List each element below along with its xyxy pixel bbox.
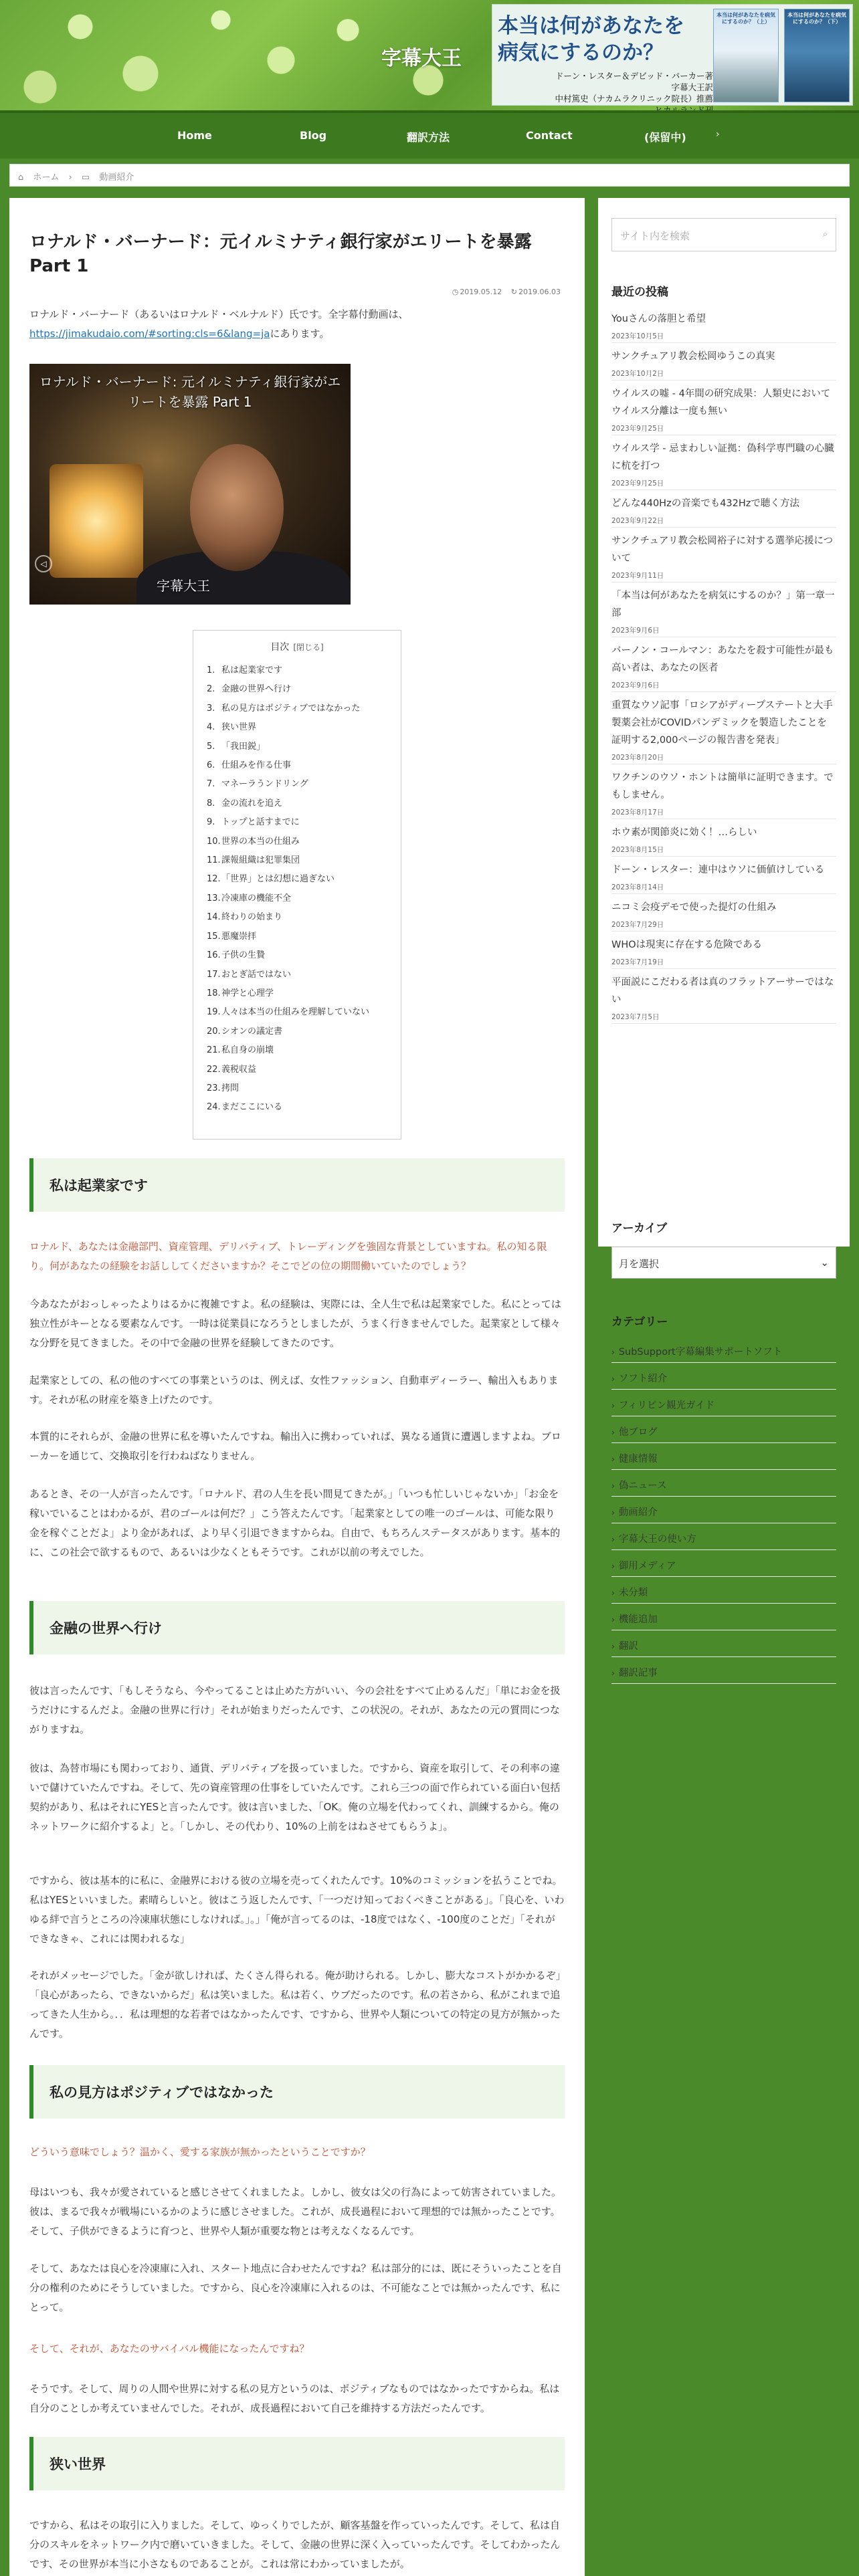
category-label: SubSupport字幕編集サポートソフト: [618, 1347, 783, 1358]
site-header: [0, 0, 859, 110]
toc-label: 冷凍庫の機能不全: [221, 893, 292, 903]
category-item[interactable]: [611, 1501, 836, 1523]
toc-number: 23.: [207, 1083, 221, 1093]
toc-item[interactable]: [207, 946, 387, 965]
video-caption: 字幕大王: [157, 578, 210, 594]
toc-label: 人々は本当の仕組みを理解していない: [221, 1007, 370, 1018]
recent-post-date: 2023年10月2日: [611, 370, 664, 378]
nav-pending[interactable]: (保留中): [644, 131, 686, 144]
recent-post-link[interactable]: サンクチュアリ教会松岡ゆうこの真実: [611, 351, 775, 362]
toc-item[interactable]: [207, 1098, 387, 1117]
toc-label: 子供の生贄: [221, 950, 266, 961]
recent-post-date: 2023年7月5日: [611, 1013, 660, 1021]
toc-label: 終わりの始まり: [221, 912, 283, 923]
toc-item[interactable]: [207, 813, 387, 832]
toc-number: 11.: [207, 855, 221, 866]
toc-item[interactable]: [207, 1041, 387, 1060]
paragraph: そうです。そして、周りの人間や世界に対する私の見方というのは、ポジティブなものではなかったですからね。私は自分のことしか考えていませんでした。それが、成長過程において自己を維持する方法だったんです。: [29, 2383, 560, 2414]
toc-list: [207, 661, 387, 1117]
section-heading: 私の見方はポジティブではなかった: [29, 2065, 565, 2119]
toc-number: 13.: [207, 893, 221, 903]
lamp-image: [50, 464, 143, 578]
recent-post-link[interactable]: ニコミ会疫デモで使った提灯の仕組み: [611, 902, 777, 913]
recent-post-item: [611, 440, 836, 490]
category-label: ソフト紹介: [618, 1374, 668, 1384]
home-icon: ⌂: [18, 173, 24, 183]
category-item[interactable]: [611, 1554, 836, 1577]
published-date: 2019.05.12: [460, 288, 502, 296]
archive-heading: アーカイブ: [611, 1222, 668, 1235]
book-cover-vol1: 本当は何があなたを病気にするのか？（上）: [713, 9, 779, 102]
recent-post-date: 2023年9月6日: [611, 681, 660, 689]
intro-paragraph: ロナルド・バーナード（あるいはロナルド・ベルナルド）氏です。全字幕付動画は、 https://jimakudaio.com/#sorting:cls=6&lang=jaにあります。: [29, 308, 409, 340]
toc-number: 20.: [207, 1026, 221, 1037]
chevron-down-icon: ⌄: [820, 1257, 829, 1269]
toc-number: 3.: [207, 703, 215, 714]
toc-item[interactable]: [207, 738, 387, 756]
toc-item[interactable]: [207, 833, 387, 851]
recent-post-item: [611, 385, 836, 435]
recent-post-item: [611, 697, 836, 764]
toc-item[interactable]: [207, 851, 387, 870]
toc-label: 課報組織は犯罪集団: [221, 855, 300, 866]
chevron-right-icon: ›: [611, 1669, 615, 1678]
breadcrumb-separator: ›: [68, 173, 72, 183]
toc-label: 仕組みを作る仕事: [221, 760, 292, 771]
toc-item[interactable]: [207, 889, 387, 908]
recent-post-date: 2023年8月20日: [611, 754, 664, 762]
recent-post-date: 2023年8月15日: [611, 846, 664, 854]
toc-label: マネーラうンドリング: [221, 779, 308, 790]
play-icon[interactable]: ◁: [35, 555, 52, 572]
toc-number: 14.: [207, 912, 221, 923]
toc-label: トップと話すまでに: [221, 817, 300, 828]
recent-post-date: 2023年9月25日: [611, 425, 664, 433]
toc-number: 8.: [207, 798, 215, 809]
toc-number: 15.: [207, 931, 221, 942]
nav-blog[interactable]: Blog: [300, 129, 327, 142]
interview-question: ロナルド、あなたは金融部門、資産管理、デリバティブ、トレーディングを強固な背景としていますね。私の知る限り。何があなたの経験をお話ししてくださいますか？そこでどの位の期間働いていたのでしょう？: [29, 1241, 547, 1272]
category-label: 御用メディア: [618, 1561, 676, 1572]
recent-post-link[interactable]: 平面説にこだわる者は真のフラットアーサーではない: [611, 977, 834, 1005]
recent-post-link[interactable]: 「本当は何があなたを病気にするのか？」第一章一部: [611, 591, 835, 619]
toc-toggle[interactable]: [閉じる]: [293, 643, 324, 652]
table-of-contents: [193, 630, 401, 1140]
toc-item[interactable]: [207, 680, 387, 699]
toc-number: 9.: [207, 817, 215, 828]
speaker-face: [190, 444, 284, 571]
chevron-right-icon: ›: [611, 1535, 615, 1544]
chevron-right-icon: ›: [611, 1428, 615, 1437]
toc-label: 私の見方はポジティブではなかった: [221, 703, 361, 714]
paragraph: 母はいつも、我々が愛されていると感じさせてくれましたよ。しかし、彼女は父の行為によって妨害されていました。彼は、まるで我々が戦場にいるかのように感じさせました。これが、成長過程において理想的では無かったことです。そして、子供ができるように育つと、世界や人類が重要な物とは考えなくなるんです。: [29, 2186, 562, 2237]
paragraph: それがメッセージでした。「金が欲しければ、たくさん得られる。俺が助けられる。しかし、膨大なコストがかかるぞ」「良心があったら、できないからだ」私は笑いました。私は若く、ウブだったのです。私の若さから、私がこれまで追ってきた人生から。．．私は理想的な若者ではなかったんです、ですから、世界や人類についての特定の見方が無かったんです。: [29, 1969, 561, 2040]
toc-label: 世界の本当の仕組み: [221, 836, 300, 847]
toc-item[interactable]: [207, 756, 387, 775]
paragraph: 起業家としての、私の他のすべての事業というのは、例えば、女性ファッション、自動車ディーラー、輸出入もあります。それが私の財産を築き上げたのです。: [29, 1374, 559, 1406]
toc-number: 22.: [207, 1064, 221, 1075]
recent-post-date: 2023年8月17日: [611, 809, 664, 817]
category-label: 未分類: [618, 1588, 648, 1598]
toc-item[interactable]: [207, 966, 387, 984]
paragraph: 本質的にそれらが、金融の世界に私を導いたんですね。輸出入に携わっていれば、異なる通貨に遭遇しますよね。ブローカーを通じて、交換取引を行わねばなりません。: [29, 1430, 561, 1462]
clock-icon: ◷: [452, 288, 459, 296]
post-dates: [446, 288, 561, 296]
toc-number: 4.: [207, 722, 215, 733]
toc-item[interactable]: [207, 908, 387, 927]
chevron-right-icon: ›: [611, 1642, 615, 1651]
recent-post-item: [611, 642, 836, 692]
breadcrumb-category[interactable]: 動画紹介: [99, 173, 134, 183]
recent-post-item: [611, 310, 836, 343]
toc-item[interactable]: [207, 775, 387, 794]
interview-question: そして、それが、あなたのサバイバル機能になったんですね？: [29, 2343, 310, 2355]
recent-post-item: [611, 899, 836, 932]
search-input[interactable]: サイト内を検索 ⌕: [611, 218, 836, 251]
toc-label: 神学と心理学: [221, 988, 274, 998]
toc-item[interactable]: [207, 1023, 387, 1041]
chevron-right-icon: ›: [611, 1401, 615, 1410]
toc-label: 「世界」とは幻想に過ぎない: [221, 874, 335, 885]
toc-label: 狭い世界: [221, 722, 257, 733]
page-title: ロナルド・バーナード：元イルミナティ銀行家がエリートを暴露 Part 1: [29, 232, 532, 276]
recent-post-link[interactable]: サンクチュアリ教会松岡裕子に対する選挙応援について: [611, 536, 834, 564]
recent-posts-heading: 最近の投稿: [611, 286, 668, 299]
recent-post-date: 2023年7月29日: [611, 921, 664, 929]
toc-number: 7.: [207, 779, 215, 790]
updated-date: 2019.06.03: [518, 288, 561, 296]
toc-item[interactable]: [207, 928, 387, 946]
recent-post-date: 2023年9月11日: [611, 572, 664, 580]
paragraph: ですから、私はその取引に入りました。そして、ゆっくりでしたが、顧客基盤を作っていったんです。そして、私は自分のスキルをネットワーク内で磨いていきました。そして、金融の世界に深く入っていったんです。そしてわかったんです、その世界が本当に小さなものであることが。これは常にわかっていましたが。: [29, 2519, 561, 2570]
recent-post-item: [611, 769, 836, 819]
recent-post-item: [611, 348, 836, 381]
toc-label: おとぎ話ではない: [221, 969, 292, 980]
category-label: 偽ニュース: [618, 1481, 667, 1491]
recent-post-link[interactable]: Youさんの落胆と希望: [611, 314, 706, 324]
category-item[interactable]: [611, 1474, 836, 1497]
recent-post-link[interactable]: ワクチンのウソ・ホントは簡単に証明できます。でもしません。: [611, 772, 834, 800]
category-item[interactable]: [611, 1447, 836, 1470]
category-item[interactable]: [611, 1608, 836, 1630]
toc-number: 12.: [207, 874, 221, 885]
category-label: 他ブログ: [618, 1427, 658, 1438]
folder-icon: ▭: [81, 173, 90, 183]
toc-item[interactable]: [207, 718, 387, 737]
chevron-right-icon: ›: [611, 1348, 615, 1357]
category-item[interactable]: [611, 1420, 836, 1443]
toc-item[interactable]: [207, 1003, 387, 1022]
chevron-right-icon: ›: [611, 1455, 615, 1464]
search-icon[interactable]: ⌕: [822, 229, 828, 239]
toc-item[interactable]: [207, 984, 387, 1003]
toc-number: 17.: [207, 969, 221, 980]
toc-label: 金融の世界へ行け: [221, 684, 292, 695]
toc-heading: 目次: [270, 642, 290, 653]
toc-item[interactable]: [207, 1061, 387, 1079]
update-icon: ↻: [510, 288, 518, 296]
category-item[interactable]: [611, 1661, 836, 1684]
chevron-right-icon: ›: [611, 1374, 615, 1384]
recent-post-item: [611, 861, 836, 894]
toc-label: 拷問: [221, 1083, 240, 1093]
toc-label: 私は起業家です: [221, 665, 283, 675]
recent-post-date: 2023年9月25日: [611, 479, 664, 488]
paragraph: そして、あなたは良心を冷凍庫に入れ、スタート地点に合わせたんですね？私は部分的には、既にそういったことを自分の権利のためにそうしていました。ですから、良心を冷凍庫に入れるのは、不可能なことでは無かったんです、私にとって。: [29, 2262, 562, 2313]
toc-label: 金の流れを追え: [221, 798, 283, 809]
toc-number: 10.: [207, 836, 221, 847]
toc-number: 5.: [207, 741, 215, 752]
toc-item[interactable]: [207, 700, 387, 718]
recent-post-link[interactable]: WHOは現実に存在する危険である: [611, 940, 763, 950]
nav-contact[interactable]: Contact: [526, 129, 573, 142]
video-title: ロナルド・バーナード: 元イルミナティ銀行家がエリートを暴露 Part 1: [39, 374, 341, 410]
category-item[interactable]: [611, 1634, 836, 1657]
category-label: 動画紹介: [618, 1507, 658, 1518]
nav-more-icon[interactable]: ›: [716, 129, 720, 140]
section-heading: 私は起業家です: [29, 1158, 565, 1212]
category-heading: カテゴリー: [611, 1315, 668, 1329]
toc-number: 2.: [207, 684, 215, 695]
toc-number: 19.: [207, 1007, 221, 1018]
banner-credits: ドーン・レスター＆デビッド・パーカー著 字幕大王訳 中村篤史（ナカムラクリニック院長）推薦: [555, 71, 713, 104]
recent-post-item: [611, 936, 836, 969]
chevron-right-icon: ›: [611, 1481, 615, 1491]
recent-post-link[interactable]: ウイルス学 - 忌まわしい証拠：偽科学専門職の心臓に杭を打つ: [611, 443, 834, 471]
toc-number: 1.: [207, 665, 215, 675]
recent-post-item: [611, 974, 836, 1024]
recent-post-item: [611, 495, 836, 528]
main-nav: [0, 110, 859, 158]
section-heading: 金融の世界へ行け: [29, 1601, 565, 1654]
category-label: フィリピン観光ガイド: [618, 1400, 715, 1411]
banner-headline: 本当は何があなたを病気にするのか？: [498, 14, 684, 65]
recent-post-link[interactable]: ウイルスの嘘 - 4年間の研究成果：人類史においてウイルス分離は一度も無い: [611, 389, 831, 417]
paragraph: 彼は、為替市場にも関わっており、通貨、デリバティブを扱っていました。ですから、資産を取引して、その利率の違いで儲けていたんですね。そして、先の資産管理の仕事をしていたんです。これら三つの面で作られている面白い包括契約があり、私はそれにYESと言ったんです。彼は言いました、「OK。俺の立場を代わってくれ、訓練するから。俺のネットワークに紹介するよ」と。「しかし、その代わり、10%の上前をはねさせてもらうよ」。: [29, 1762, 561, 1832]
nav-translation[interactable]: 翻訳方法: [407, 131, 450, 144]
recent-post-item: [611, 824, 836, 857]
recent-post-date: 2023年7月19日: [611, 958, 664, 966]
toc-label: 「我田鋭」: [221, 741, 266, 752]
interview-question: どういう意味でしょう？温かく、愛する家族が無かったということですか？: [29, 2146, 371, 2158]
toc-number: 16.: [207, 950, 221, 961]
chevron-right-icon: ›: [611, 1508, 615, 1517]
breadcrumb-home[interactable]: ホーム: [33, 173, 60, 183]
category-label: 健康情報: [618, 1454, 658, 1465]
category-item[interactable]: [611, 1527, 836, 1550]
category-item[interactable]: [611, 1340, 836, 1363]
toc-number: 18.: [207, 988, 221, 998]
category-label: 機能追加: [618, 1614, 658, 1625]
article: [9, 198, 585, 2576]
chevron-right-icon: ›: [611, 1562, 615, 1571]
book-cover-vol2: 本当は何があなたを病気にするのか？（下）: [784, 9, 850, 102]
toc-item[interactable]: [207, 1079, 387, 1098]
category-item[interactable]: [611, 1367, 836, 1390]
category-item[interactable]: [611, 1581, 836, 1604]
toc-label: 悪魔崇拝: [221, 931, 257, 942]
sidebar: [598, 198, 850, 1679]
recent-post-link[interactable]: ドーン・レスター：連中はウソに価値けしている: [611, 865, 825, 875]
video-thumbnail[interactable]: [29, 364, 351, 605]
recent-post-link[interactable]: バーノン・コールマン：あなたを殺す可能性が最も高い者は、あなたの医者: [611, 645, 834, 673]
toc-label: シオンの議定書: [221, 1026, 283, 1037]
book-banner[interactable]: [492, 4, 853, 106]
section-heading: 狭い世界: [29, 2437, 565, 2490]
recent-post-item: [611, 532, 836, 582]
toc-item[interactable]: [207, 870, 387, 889]
paragraph: 彼は言ったんです、「もしそうなら、今やってることは止めた方がいい、今の会社をすべて止めるんだ」「単にお金を扱うだけにするんだよ。金融の世界に行け」それが始まりだったんです、この状況の。それが、あなたの元の質問につながりますね。: [29, 1685, 561, 1735]
nav-home[interactable]: Home: [177, 129, 212, 142]
recent-post-item: [611, 587, 836, 637]
video-link[interactable]: https://jimakudaio.com/#sorting:cls=6&lang=ja: [29, 328, 270, 340]
toc-label: 私自身の崩壊: [221, 1045, 274, 1056]
archive-select[interactable]: 月を選択 ⌄: [611, 1247, 836, 1279]
recent-post-link[interactable]: どんな440Hzの音楽でも432Hzで聴く方法: [611, 498, 799, 509]
recent-post-date: 2023年10月5日: [611, 332, 664, 340]
paragraph: ですから、彼は基本的に私に、金融界における彼の立場を売ってくれたんです。10%のコミッションを払うことでね。私はYESといいました。素晴らしいと。彼はこう返したんです、「一つだけ知っておくべきことがある」。「良心を、いわゆる絆で言うところの冷凍庫状態にしなければ。」。」「俺が言ってるのは、-18度ではなく、-100度のことだ」「それができなきゃ、これには関われるな」: [29, 1874, 565, 1945]
recent-post-date: 2023年9月22日: [611, 517, 664, 525]
toc-number: 21.: [207, 1045, 221, 1056]
chevron-right-icon: ›: [611, 1615, 615, 1624]
breadcrumb: [9, 164, 850, 187]
toc-item[interactable]: [207, 661, 387, 680]
paragraph: 今あなたがおっしゃったよりはるかに複雑ですよ。私の経験は、実際には、全人生で私は起業家でした。私にとっては独立性がキーとなる要素なんです。一時は従業員になろうとしましたが、うまく行きませんでした。起業家として様々な分野を見てきました。その中で金融の世界を経験してきたのです。: [29, 1298, 561, 1349]
toc-item[interactable]: [207, 794, 387, 813]
category-label: 翻訳記事: [618, 1668, 658, 1679]
paragraph: あるとき、その一人が言ったんです。「ロナルド、君の人生を長い間見てきたが。」「いつも忙しいじゃないか」「お金を稼いでいることはわかるが、君のゴールは何だ？」こう答えたんです。「起業家としての唯一のゴールは、可能な限り金を稼ぐことだよ」より金があれば、より早く引退できますからね。自由で、もちろんステータスがあります。基本的に、この社会で欲するもので、あるいは少なくともそうです。これが以前の考えでした。: [29, 1488, 561, 1558]
toc-number: 6.: [207, 760, 215, 771]
recent-post-link[interactable]: ホウ素が関節炎に効く！…らしい: [611, 827, 757, 838]
recent-post-date: 2023年9月6日: [611, 627, 660, 635]
toc-label: まだここにいる: [221, 1102, 283, 1113]
chevron-right-icon: ›: [611, 1588, 615, 1598]
recent-post-link[interactable]: 重質なウソ記事「ロシアがディープステートと大手製薬会社がCOVIDパンデミックを製造したことを証明する2,000ページの報告書を発表」: [611, 700, 833, 746]
site-title[interactable]: 字幕大王: [381, 47, 462, 70]
toc-number: 24.: [207, 1102, 221, 1113]
recent-post-date: 2023年8月14日: [611, 883, 664, 891]
toc-label: 義税収益: [221, 1064, 257, 1075]
category-label: 翻訳: [618, 1641, 638, 1652]
category-label: 字幕大王の使い方: [618, 1534, 696, 1545]
category-item[interactable]: [611, 1394, 836, 1416]
